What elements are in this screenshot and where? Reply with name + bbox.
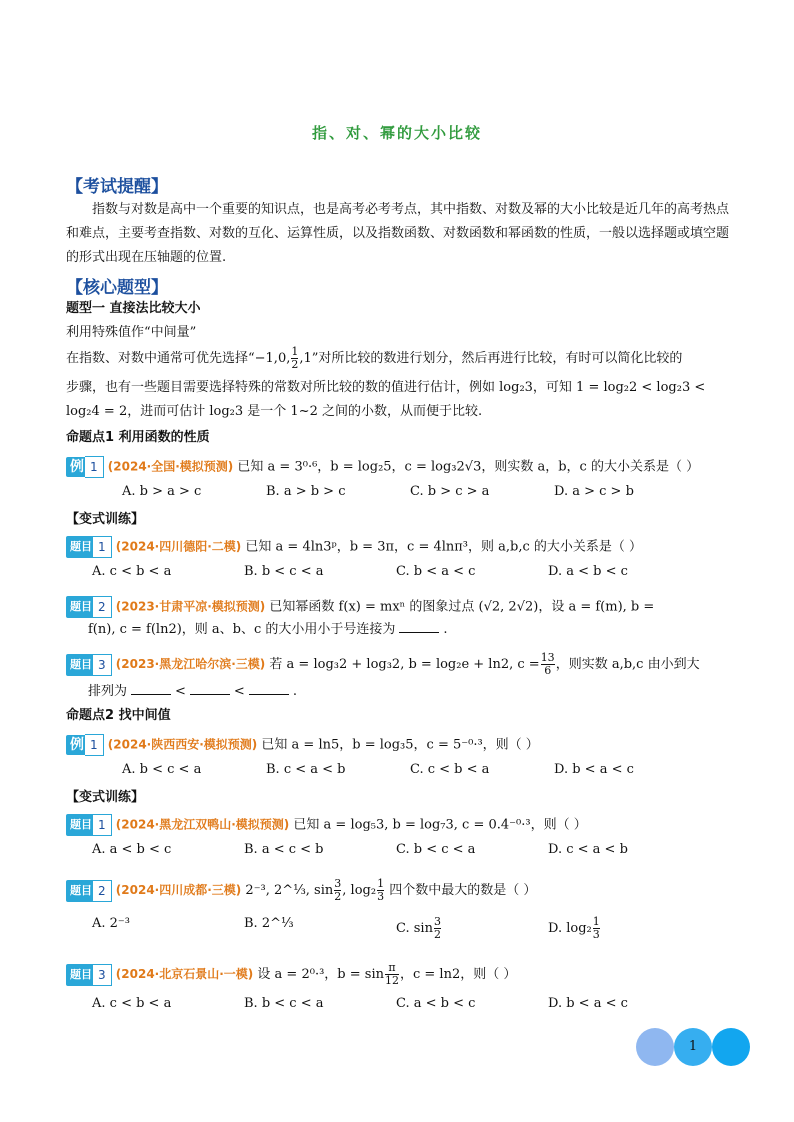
answer-blank-2[interactable]	[190, 694, 230, 695]
page-number-badge	[636, 1028, 750, 1066]
decor-circle-right	[712, 1028, 750, 1066]
decor-circle-left	[636, 1028, 674, 1066]
p2-q1: 题目 1 (2024·黑龙江双鸭山·模拟预测) 已知 a = log₅3, b = log₇3, c = 0.4⁻⁰·³，则（ ）	[66, 814, 587, 836]
point2-heading: 命题点2 找中间值	[66, 708, 171, 723]
p1-q3: 题目 3 (2023·黑龙江哈尔滨·三模) 若 a = log₃2 + log₃2, b = log₂e + ln2, c = $\frac{13}{6}$ ，则实数 a,b,c 由小到大	[66, 652, 700, 677]
p1-q2-line2: f(n), c = f(ln2)，则 a、b、c 的大小用小于号连接为 .	[88, 622, 448, 637]
option-c[interactable]: C. b > c > a	[410, 484, 490, 499]
option-d[interactable]: D. b < a < c	[548, 996, 628, 1011]
type1-p1a: 在指数、对数中通常可优先选择“−1,0,	[66, 351, 291, 366]
section-exam-tips: 【考试提醒】	[66, 177, 168, 197]
p1-q2: 题目 2 (2023·甘肃平凉·模拟预测) 已知幂函数 f(x) = mxⁿ 的图象过点 (√2, 2√2)，设 a = f(m), b =	[66, 596, 654, 618]
source-label: (2024·陕西西安·模拟预测)	[107, 737, 258, 752]
question-text: 已知 a = 3⁰·⁶，b = log₂5，c = log₃2√3，则实数 a，b，c 的大小关系是（ ）	[237, 459, 700, 475]
type1-para-line2: 步骤，也有一些题目需要选择特殊的常数对所比较的数的值进行估计，例如 log₂3，可知 1 = log₂2 < log₂3 <	[66, 380, 706, 395]
option-a[interactable]: A. 2⁻³	[92, 916, 130, 931]
question-tag: 题目	[66, 880, 96, 902]
option-d[interactable]: D. a > c > b	[554, 484, 634, 499]
type1-p1b: ,1”对所比较的数进行划分，然后再进行比较，有时可以简化比较的	[299, 351, 683, 366]
option-d[interactable]: D. log₂ $\frac{1}{3}$	[548, 915, 600, 941]
option-b[interactable]: B. 2^⅓	[244, 916, 294, 931]
source-label: (2024·黑龙江双鸭山·模拟预测)	[115, 817, 290, 832]
option-a[interactable]: A. a < b < c	[92, 842, 172, 857]
option-a[interactable]: A. c < b < a	[92, 996, 172, 1011]
source-label: (2024·四川德阳·二模)	[115, 539, 242, 554]
option-a[interactable]: A. b < c < a	[122, 762, 202, 777]
question-tag: 题目	[66, 596, 96, 618]
question-text: 已知 a = ln5，b = log₃5，c = 5⁻⁰·³，则（ ）	[261, 737, 539, 753]
option-b[interactable]: B. c < a < b	[266, 762, 346, 777]
example-tag: 例	[66, 457, 88, 477]
point1-example: 例 1 (2024·全国·模拟预测) 已知 a = 3⁰·⁶，b = log₂5，c = log₃2√3，则实数 a，b，c 的大小关系是（ ）	[66, 456, 699, 478]
option-d[interactable]: D. b < a < c	[554, 762, 634, 777]
type1-heading: 题型一 直接法比较大小	[66, 301, 201, 316]
question-tag: 题目	[66, 814, 96, 836]
question-text: 已知 a = 4ln3ᵖ，b = 3π，c = 4lnπ³，则 a,b,c 的大小关系是（ ）	[245, 539, 643, 555]
source-label: (2024·全国·模拟预测)	[107, 459, 234, 474]
option-b[interactable]: B. b < c < a	[244, 996, 324, 1011]
p2-q3: 题目 3 (2024·北京石景山·一模) 设 a = 2⁰·³，b = sin $\frac{\pi}{12}$ ，c = ln2，则（ ）	[66, 962, 516, 987]
option-b[interactable]: B. a > b > c	[266, 484, 346, 499]
point2-example: 例 1 (2024·陕西西安·模拟预测) 已知 a = ln5，b = log₃5，c = 5⁻⁰·³，则（ ）	[66, 734, 539, 756]
answer-blank-1[interactable]	[131, 694, 171, 695]
option-d[interactable]: D. a < b < c	[548, 564, 628, 579]
source-label: (2023·黑龙江哈尔滨·三模)	[115, 657, 266, 671]
variant-heading-1: 【变式训练】	[66, 512, 145, 527]
intro-paragraph: 指数与对数是高中一个重要的知识点，也是高考必考考点，其中指数、对数及幂的大小比较是近几年的高考热点和难点，主要考查指数、对数的互化、运算性质，以及指数函数、对数函数和幂函数的性质，一般以选择题或填空题的形式出现在压轴题的位置.	[66, 202, 730, 265]
question-tag: 题目	[66, 536, 96, 558]
source-label: (2023·甘肃平凉·模拟预测)	[115, 599, 266, 614]
section-core: 【核心题型】	[66, 278, 168, 298]
p1-q3-line2: 排列为 < < .	[88, 684, 297, 699]
question-tag: 题目	[66, 964, 96, 986]
answer-blank[interactable]	[399, 632, 439, 633]
type1-para-line3: log₂4 = 2，进而可估计 log₂3 是一个 1~2 之间的小数，从而便于比较.	[66, 404, 483, 419]
option-c[interactable]: C. a < b < c	[396, 996, 476, 1011]
option-b[interactable]: B. b < c < a	[244, 564, 324, 579]
source-label: (2024·四川成都·三模)	[115, 883, 242, 897]
option-a[interactable]: A. b > a > c	[122, 484, 202, 499]
variant-heading-2: 【变式训练】	[66, 790, 145, 805]
option-c[interactable]: C. b < a < c	[396, 564, 476, 579]
page-number: 1	[688, 1039, 698, 1054]
option-c[interactable]: C. c < b < a	[410, 762, 490, 777]
question-text: 已知幂函数 f(x) = mxⁿ 的图象过点 (√2, 2√2)，设 a = f(m), b =	[269, 599, 655, 615]
type1-para-line1	[66, 346, 682, 371]
option-c[interactable]: C. b < c < a	[396, 842, 476, 857]
option-d[interactable]: D. c < a < b	[548, 842, 628, 857]
option-c[interactable]: C. sin $\frac{3}{2}$	[396, 915, 441, 941]
answer-blank-3[interactable]	[249, 694, 289, 695]
example-tag: 例	[66, 735, 88, 755]
option-b[interactable]: B. a < c < b	[244, 842, 324, 857]
p1-q1: 题目 1 (2024·四川德阳·二模) 已知 a = 4ln3ᵖ，b = 3π，c = 4lnπ³，则 a,b,c 的大小关系是（ ）	[66, 536, 642, 558]
fraction-half: $\frac{1}{2}$	[291, 345, 299, 371]
point1-heading: 命题点1 利用函数的性质	[66, 430, 210, 445]
p2-q2: 题目 2 (2024·四川成都·三模) 2⁻³, 2^⅓, sin $\frac{3}{2}$ , log₂ $\frac{1}{3}$ 四个数中最大的数是（ ）	[66, 878, 536, 903]
question-tag: 题目	[66, 654, 96, 676]
type1-subheading: 利用特殊值作“中间量”	[66, 325, 197, 340]
option-a[interactable]: A. c < b < a	[92, 564, 172, 579]
fraction-13-6: $\frac{13}{6}$	[540, 651, 555, 677]
source-label: (2024·北京石景山·一模)	[115, 967, 254, 981]
question-text: 已知 a = log₅3, b = log₇3, c = 0.4⁻⁰·³，则（ ）	[293, 817, 587, 833]
page-title: 指、对、幂的大小比较	[311, 124, 482, 142]
